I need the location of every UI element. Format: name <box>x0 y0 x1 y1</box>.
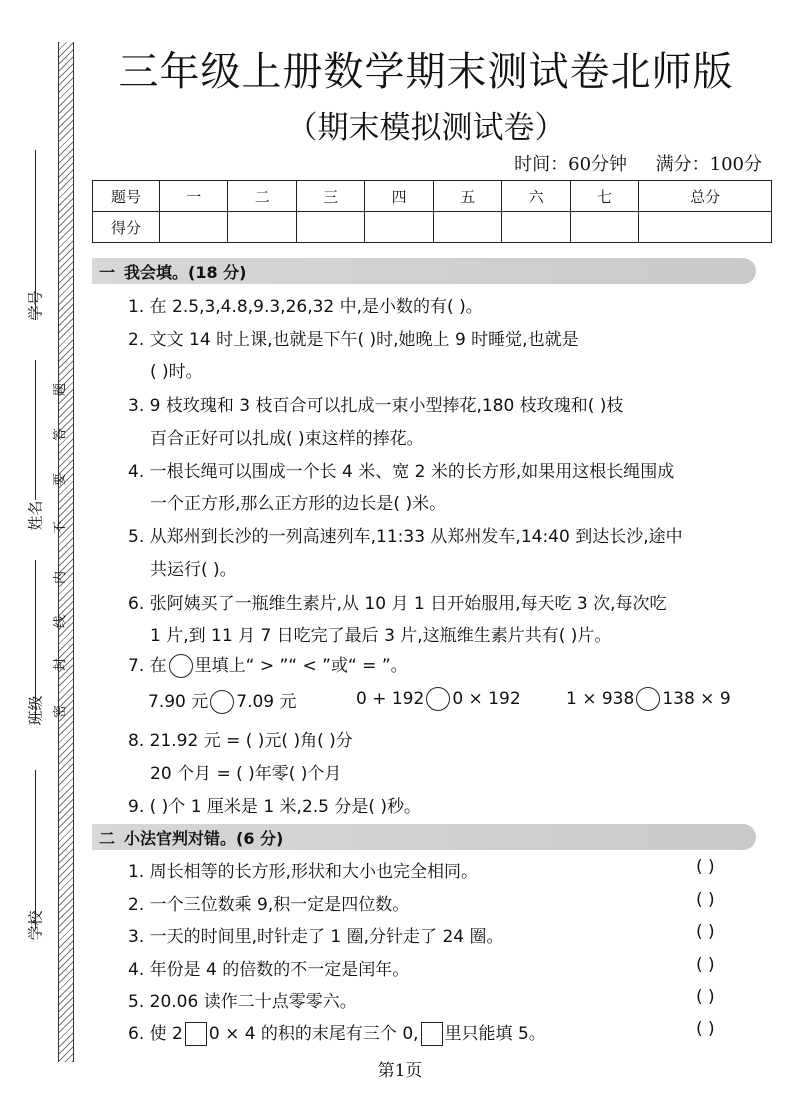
name-line <box>35 360 50 500</box>
score-cell: 一 <box>160 181 228 212</box>
binding-margin <box>0 0 92 1103</box>
q7-prefix: 7. 在 <box>128 656 167 676</box>
score-table <box>92 180 772 243</box>
section-header <box>92 258 756 284</box>
score-entry[interactable] <box>639 212 772 243</box>
answer-circle[interactable] <box>426 687 450 711</box>
section-title: 小法官判对错。(6 分) <box>124 828 284 848</box>
judge-answer[interactable]: ( ) <box>696 857 715 877</box>
compare-right: 138 × 9 <box>662 689 731 709</box>
compare-left: 1 × 938 <box>566 689 635 709</box>
score-entry[interactable] <box>502 212 570 243</box>
question-line: 6. 张阿姨买了一瓶维生素片,从 10 月 1 日开始服用,每天吃 3 次,每次吃 <box>128 594 667 614</box>
compare-item <box>566 687 731 711</box>
question-line: 20 个月 = ( )年零( )个月 <box>150 764 342 784</box>
school-line <box>35 770 50 930</box>
page-number: 第1页 <box>377 1061 423 1081</box>
question-line: 1. 在 2.5,3,4.8,9.3,26,32 中,是小数的有( )。 <box>128 297 483 317</box>
score-entry[interactable] <box>296 212 364 243</box>
section-title: 我会填。(18 分) <box>124 262 247 282</box>
judge-answer[interactable]: ( ) <box>696 955 715 975</box>
score-entry[interactable] <box>228 212 296 243</box>
item6-part: 6. 使 2 <box>128 1024 183 1044</box>
full-score: 满分：100分 <box>655 154 762 175</box>
judge-answer[interactable]: ( ) <box>696 922 715 942</box>
class-label: 班级 <box>26 695 45 726</box>
question-line: 9. ( )个 1 厘米是 1 米,2.5 分是( )秒。 <box>128 797 422 817</box>
score-entry[interactable] <box>365 212 433 243</box>
score-cell: 二 <box>228 181 296 212</box>
seal-char: 线 <box>53 614 69 629</box>
score-entry[interactable] <box>570 212 638 243</box>
judge-item: 5. 20.06 读作二十点零零六。 <box>128 992 357 1012</box>
score-table-header-row <box>93 181 772 212</box>
section-number: 一 <box>98 262 115 282</box>
score-cell: 七 <box>570 181 638 212</box>
compare-right: 7.09 元 <box>236 692 297 712</box>
judge-answer[interactable]: ( ) <box>696 890 715 910</box>
compare-circle-icon <box>169 654 193 678</box>
question-line: 2. 文文 14 时上课,也就是下午( )时,她晚上 9 时睡觉,也就是 <box>128 330 579 350</box>
page-subtitle: （期末模拟测试卷） <box>286 110 566 146</box>
page-title: 三年级上册数学期末测试卷北师版 <box>118 49 734 95</box>
question-line: 5. 从郑州到长沙的一列高速列车,11:33 从郑州发车,14:40 到达长沙,途中 <box>128 527 683 547</box>
seal-char: 密 <box>53 704 69 719</box>
judge-answer[interactable]: ( ) <box>696 1019 715 1039</box>
seal-char: 要 <box>53 472 69 487</box>
student-id-label: 学号 <box>26 290 45 321</box>
compare-item <box>148 687 297 714</box>
score-cell: 三 <box>296 181 364 212</box>
question-line: 3. 9 枝玫瑰和 3 枝百合可以扎成一束小型捧花,180 枝玫瑰和( )枝 <box>128 396 624 416</box>
question-line: 共运行( )。 <box>150 560 237 580</box>
seal-char: 答 <box>53 427 69 442</box>
compare-item <box>356 687 521 711</box>
question-line: ( )时。 <box>150 362 203 382</box>
compare-left: 0 + 192 <box>356 689 425 709</box>
judge-answer[interactable]: ( ) <box>696 987 715 1007</box>
judge-item: 4. 年份是 4 的倍数的不一定是闰年。 <box>128 960 410 980</box>
answer-circle[interactable] <box>636 687 660 711</box>
score-cell: 得分 <box>93 212 160 243</box>
score-cell: 五 <box>433 181 501 212</box>
seal-char: 不 <box>53 520 69 535</box>
question-line: 4. 一根长绳可以围成一个长 4 米、宽 2 米的长方形,如果用这根长绳围成 <box>128 462 675 482</box>
blank-box[interactable] <box>185 1022 207 1046</box>
score-entry[interactable] <box>160 212 228 243</box>
score-cell: 六 <box>502 181 570 212</box>
school-label: 学校 <box>26 910 45 941</box>
judge-item-6 <box>128 1019 546 1046</box>
seal-char: 封 <box>53 657 69 672</box>
seal-char: 内 <box>53 570 69 585</box>
judge-item: 3. 一天的时间里,时针走了 1 圈,分针走了 24 圈。 <box>128 927 504 947</box>
judge-item: 2. 一个三位数乘 9,积一定是四位数。 <box>128 895 410 915</box>
compare-right: 0 × 192 <box>452 689 521 709</box>
question-line: 1 片,到 11 月 7 日吃完了最后 3 片,这瓶维生素片共有( )片。 <box>150 626 612 646</box>
item6-part: 里只能填 5。 <box>444 1024 546 1044</box>
blank-box[interactable] <box>421 1022 443 1046</box>
question-line: 一个正方形,那么正方形的边长是( )米。 <box>150 494 447 514</box>
answer-circle[interactable] <box>210 690 234 714</box>
score-cell: 题号 <box>93 181 160 212</box>
question-7 <box>128 651 408 678</box>
time-limit: 时间：60分钟 <box>514 154 628 175</box>
compare-left: 7.90 元 <box>148 692 209 712</box>
seal-char: 题 <box>53 382 69 397</box>
score-cell: 四 <box>365 181 433 212</box>
binding-hatch <box>58 42 74 1062</box>
item6-part: 0 × 4 的积的末尾有三个 0, <box>208 1024 419 1044</box>
section-header <box>92 824 756 850</box>
exam-info <box>514 150 762 176</box>
judge-item: 1. 周长相等的长方形,形状和大小也完全相同。 <box>128 862 479 882</box>
q7-suffix: 里填上“ > ”“ < ”或“ = ”。 <box>194 656 408 676</box>
score-entry[interactable] <box>433 212 501 243</box>
score-cell: 总分 <box>639 181 772 212</box>
score-table-score-row <box>93 212 772 243</box>
name-label: 姓名 <box>26 500 45 531</box>
section-number: 二 <box>98 828 115 848</box>
question-line: 百合正好可以扎成( )束这样的捧花。 <box>150 429 424 449</box>
question-line: 8. 21.92 元 = ( )元( )角( )分 <box>128 731 353 751</box>
